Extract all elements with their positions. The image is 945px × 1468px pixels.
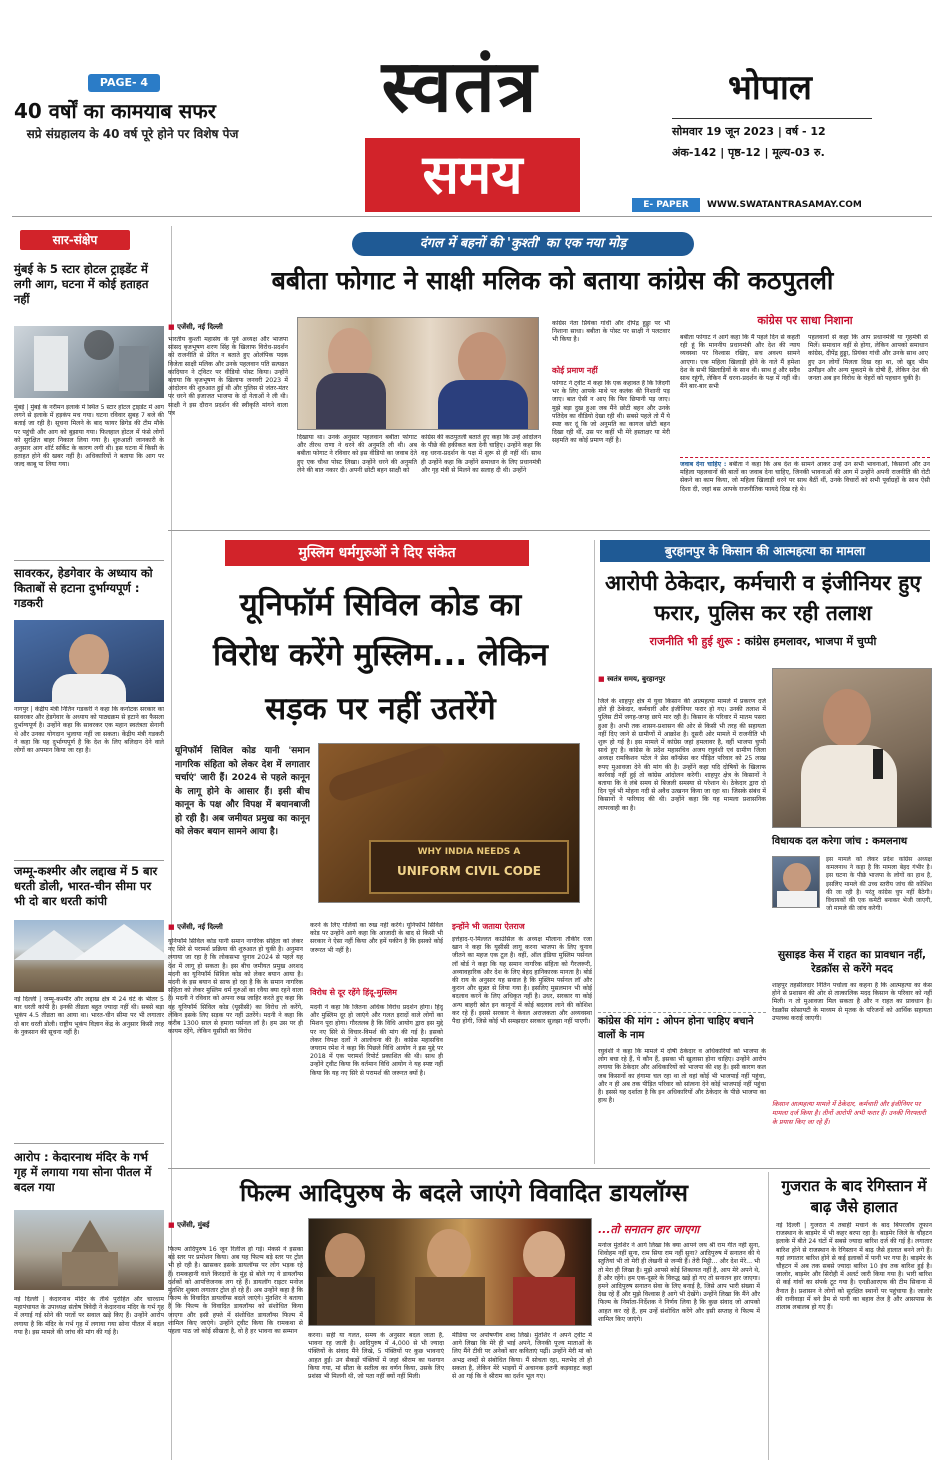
story-subheading: कांग्रेस की मांग : ओपन होना चाहिए बचाने वालों के नाम [598, 1012, 766, 1043]
sidebox-title: कांग्रेस पर साधा निशाना [757, 314, 853, 327]
story-column: मीडिया पर अपोषणीय शब्द लिखे। मुंतशिर ने अपने ट्वीट में आगे लिखा कि मेरे ही भाई अपने, जिनकी पूज्य माताओं के लिए मैंने टीवी पर अनेकों बार कविताएं पढ़ीं। उन्होंने मेरी मां को अभद्र शब्दों से संबोधित किया। मैं सोचता रहा, मतभेद तो हो सकता है, लेकिन मेरे भाइयों में अचानक इतनी कड़वाहट कहां से आ गई कि वे श्रीराम का दर्शन भूल गए। [452, 1332, 592, 1381]
adipurush-poster [308, 1218, 592, 1326]
masthead-logo [270, 38, 650, 208]
sidebar-divider [14, 560, 164, 561]
column-rule [768, 1172, 769, 1460]
story-divider [168, 1168, 930, 1169]
story-subline [596, 634, 930, 650]
logo-title-top: स्वतंत्र [381, 44, 539, 128]
story-divider [168, 530, 930, 531]
reply-label: जवाब देना चाहिए : [680, 461, 727, 468]
sidebar-header: सार-संक्षेप [20, 230, 130, 250]
story-headline: फिल्म आदिपुरुष के बदले जाएंगे विवादित डायलॉग्स [240, 1179, 688, 1207]
column-rule [594, 540, 595, 1164]
sidebar-item-title: आरोप : केदारनाथ मंदिर के गर्भ गृह में लगाया गया सोना पीतल में बदल गया [14, 1150, 152, 1194]
story-column: मनोज मुंतशिर ने आगे लिखा कि क्या आपने जय श्री राम गीत नहीं सुना, शिवोहम नहीं सुना, राम सिया राम नहीं सुना? आदिपुरुष में सनातन की ये स्तुतियां भी तो मेरी ही लेखनी से जन्मी हैं। तेरी मिट्टी... और देश मेरे... भी तो मेरा ही लिखा है। मुझे आपसे कोई शिकायत नहीं है, आप मेरे अपने थे, हैं और रहेंगे। हम एक-दूसरे के विरुद्ध खड़े हो गए तो सनातन हार जाएगा। हमने आदिपुरुष सनातन सेवा के लिए बनाई है, जिसे आप भारी संख्या में देख रहे हैं और मुझे विश्वास है आगे भी देखेंगे। उन्होंने लिखा कि मैंने और फिल्म के निर्माता-निर्देशक ने निर्णय लिया है कि कुछ संवाद जो आपको आहत कर रहे हैं, हम उन्हें संशोधित करेंगे और इसी सप्ताह वे फिल्म में शामिल किए जाएंगे। [598, 1242, 760, 1323]
story-kicker: बुरहानपुर के किसान की आत्महत्या का मामला [600, 540, 930, 562]
logo-title-bottom: समय [422, 143, 523, 206]
story-dateline: ■ स्वतंत्र समय, बुरहानपुर [598, 675, 666, 683]
story-column: फोगाट ने ट्वीट में कहा कि एक कहावत है कि जिंदगी भर के लिए आपके माथे पर कलंक की निशानी पड़ जाए। बात ऐसी न आए कि फिर छिपानी पड़ जाए। मुझे बड़ा दुख हुआ जब मैंने छोटी बहन और उनके पतिदेव का वीडियो देखा रही थी। सबसे पहले तो मैं ये स्पष्ट कर दूं कि जो अनुमति का कागज छोटी बहन दिखा रही थीं, उस पर कहीं भी मेरे हस्ताक्षर या मेरी सहमति का कोई प्रमाण नहीं है। [552, 380, 670, 445]
reply-box [680, 457, 930, 515]
sidebox [680, 312, 930, 452]
sidebox-column: बबीता फोगाट ने आगे कहा कि मैं पहले दिन से कहती रही हूं कि माननीय प्रधानमंत्री और देश की न्याय व्यवस्था पर विश्वास रखिए, सच अवश्य सामने आएगा। एक महिला खिलाड़ी होने के नाते मैं हमेशा देश के सभी खिलाड़ियों के साथ थी। साथ हूं और सदैव साथ रहूंगी, लेकिन मैं धरना-प्रदर्शन के पक्ष में नहीं थी। मैंने बार-बार सभी [680, 334, 800, 391]
story-column: कांग्रेस की कठपुतली बताते हुए कहा कि उन्हें आंदोलन के पीछे की हकीकत बता देनी चाहिए। उन्होंने कहा कि वह धरना-प्रदर्शन के पक्ष में शुरू से ही नहीं थीं। साथ ही उन्होंने कहा कि उन्होंने समाधान के लिए प्रधानमंत्री और गृह मंत्री से मिलने का सलाह दी थी। उन्होंने [421, 434, 541, 474]
mountain-village-photo [14, 920, 164, 992]
promo-subtitle: सप्रे संग्रहालय के 40 वर्ष पूरे होने पर विशेष पेज [26, 127, 239, 141]
sidebar-item-title: सावरकर, हेडगेवार के अध्याय को किताबों से हटाना दुर्भाग्यपूर्ण : गडकरी [14, 566, 153, 610]
sidebar-item-title: मुंबई के 5 स्टार होटल ट्राइडेंट में लगी आग, घटना में कोई हताहत नहीं [14, 262, 149, 306]
sidebox-column: पहलवानों से कहा कि आप प्रधानमंत्री या गृहमंत्री से मिलें। समाधान वहीं से होगा, लेकिन आपको समाधान कांग्रेस, दीपेंद्र हुड्डा, प्रियंका गांधी और उनके साथ आए हुए उन लोगों मिलता दिख रहा था, जो खुद भीम उत्पीड़न और अन्य मुकदमे के दोषी हैं, लेकिन देश की जनता अब इन विरोध के चेहरों को पहचान चुकी है। [808, 334, 928, 383]
story-column: मदनी ने कहा कि जितना अधिक विरोध प्रदर्शन होगा। हिंदू और मुस्लिम दूर हो जाएंगे और गलत इरादों वाले लोगों का मिशन पूरा होगा। गौरतलब है कि विधि आयोग द्वारा इस मुद्दे पर नए सिरे से विचार-विमर्श की मांग की गई है। इसको लेकर विपक्ष दलों ने आलोचना की है। कांग्रेस महासचिव जयराम रमेश ने कहा कि पिछले विधि आयोग ने इस मुद्दे पर 2018 में एक परामर्श रिपोर्ट प्रकाशित की थी। साथ ही उन्होंने ट्वीट किया कि वर्तमान विधि आयोग ने यह स्पष्ट नहीं किया कि यह नए सिरे से परामर्श की जरूरत क्यों है। [310, 1004, 443, 1077]
sidebar-divider [14, 1143, 164, 1144]
page-number-badge: PAGE- 4 [88, 74, 160, 92]
subline-label: राजनीति भी हुई शुरू : [649, 635, 741, 648]
hotel-fire-photo [14, 326, 164, 398]
story-kicker: मुस्लिम धर्मगुरुओं ने दिए संकेत [225, 540, 529, 566]
story-subheading: कोई प्रमाण नहीं [552, 366, 598, 375]
epaper-label: E- PAPER [632, 198, 700, 212]
date-line: सोमवार 19 जून 2023 | वर्ष - 12 [672, 125, 826, 138]
promo-headline: 40 वर्षों का कामयाब सफर [14, 99, 216, 123]
story-headline: बबीता फोगाट ने साक्षी मलिक को बताया कांग्रेस की कठपुतली [271, 266, 834, 295]
story-dateline: ■ एजेंसी, मुंबई [168, 1221, 210, 1229]
book-title-line: WHY INDIA NEEDS A [417, 847, 521, 857]
story-kicker: दंगल में बहनों की 'कुश्ती' का एक नया मोड़ [352, 232, 694, 256]
story-headline-line: यूनिफॉर्म सिविल कोड का [239, 587, 522, 623]
story-column: नई दिल्ली | गुजरात में तबाही मचाने के बाद बिपरजॉय तूफान राजस्थान के बाड़मेर में भी कहर बरपा रहा है। बाड़मेर जिले के चौहटन इलाके में बीते 24 घंटों में सबसे ज्यादा बारिश दर्ज की गई है। लगातार बारिश होने से राजस्थान के रेगिस्तान में बाढ़ जैसे हालात बनने लगे हैं। यहां लगातार बारिश होने से कई इलाकों में पानी भर गया है। बाड़मेर के चौहटन में अब तक सबसे ज्यादा बारिश 10 इंच तक बारिश हुई है। जालोर, बाड़मेर और सिरोही में अलर्ट जारी किया गया है। भारी बारिश से कई गांवों का संपर्क टूट गया है। एनडीआरएफ की टीम सिवाना में तैनात है। प्रशासन ने लोगों को सुरक्षित स्थानों पर पहुंचाया है। जालोर की रानीवाड़ा में बने डैम से पानी का बहाव तेज है और आसपास के तालाब लबालब हो गए हैं। [776, 1222, 932, 1312]
story-column: दिखाया था। उनके अनुसार पहलवान बबीता फोगाट और तीरथ राणा ने धरने की अनुमति ली थी। अब बबीता फोगाट ने रविवार को इस वीडियो का जवाब देते हुए एक चौथा पोस्ट लिखा। उन्होंने धरने की अनुमति लेने की बात नकार दी। अपनी छोटी बहन साक्षी को [297, 434, 417, 474]
sidebar-divider [14, 860, 164, 861]
sidebox-headline: सुसाइड केस में राहत का प्रावधान नहीं, रेडक्रॉस से करेंगे मदद [777, 949, 927, 975]
masthead-rule [12, 216, 932, 217]
story-headline-line: विरोध करेंगे मुस्लिम... लेकिन [213, 637, 548, 673]
website-link[interactable]: WWW.SWATANTRASAMAY.COM [707, 200, 862, 210]
story-subheading: इन्होंने भी जताया ऐतराज [452, 922, 525, 931]
story-column: भारतीय कुश्ती महासंघ के पूर्व अध्यक्ष और भाजपा सांसद बृजभूषण शरण सिंह के खिलाफ विरोध-प्रदर्शन को राजनीति से प्रेरित न बताते हुए ओलंपिक पदक विजेता साक्षी मलिक और उनके पहलवान पति सत्यव्रत कादियान ने ट्विटर पर वीडियो पोस्ट किया। उन्होंने बताया कि बृजभूषण के खिलाफ जनवरी 2023 में आंदोलन की शुरुआत हुई थी और पुलिस से जंतर-मंतर पर धरने की इजाजत भाजपा के दो नेताओं ने ली थी। साक्षी ने इस दौरान प्रदर्शन की स्वीकृति मांगने वाला पत्र [168, 336, 288, 417]
ucc-book-gavel-photo [318, 743, 580, 903]
story-subheading: विरोध से दूर रहेंगे हिंदू-मुस्लिम [310, 988, 397, 997]
photo-caption: विधायक दल करेगा जांच : कमलनाथ [772, 836, 908, 847]
sidebar [12, 226, 172, 1460]
story-column: फिल्म आदिपुरुष 16 जून रिलीज हो गई। मेकर्स ने इसका बड़े स्तर पर प्रमोशन किया। अब यह फिल्म बड़े स्तर पर ट्रोल भी हो रही है। खासकर इसके डायलॉग्स पर लोग भड़क रहे हैं। रामकहानी वाले किरदारों के मुंह से बोले गए ये डायलॉग्स दर्शकों को आपत्तिजनक लग रहे हैं। डायलॉग राइटर मनोज मुंतशिर शुक्ला लगातार ट्रोल हो रहे हैं। अब उन्होंने कहा है कि फिल्म के विवादित डायलॉग्स बदले जाएंगे। मुंतशिर ने बताया है कि फिल्म के विवादित डायलॉग्स को संशोधित किया जाएगा और इसी हफ्ते में संशोधित डायलॉग्स फिल्म में शामिल किए जाएंगे। उन्होंने ट्वीट किया कि रामकथा से पहला पाठ जो कोई सीखता है, वो है हर भावना का सम्मान [168, 1246, 303, 1336]
sidebar-item-body: नई दिल्ली | जम्मू-कश्मीर और लद्दाख क्षेत्र में 24 घंटे के भीतर 5 बार धरती कांपी है। इनकी तीव्रता बहुत ज्यादा नहीं थी। सबसे बड़ा भूकंप 4.5 तीव्रता का आया था। भारत-चीन सीमा पर भी लगातार दो बार धरती डोली। राष्ट्रीय भूकंप विज्ञान केंद्र के अनुसार किसी तरह के नुकसान की सूचना नहीं है। [14, 996, 164, 1036]
story-column: इत्तेहाद-ए-मिल्लत काउंसिल के अध्यक्ष मौलाना तौकीर रजा खान ने कहा कि यूसीसी लागू करना भाजपा के लिए चुनाव जीतने का महज एक टूल है। वहीं, ऑल इंडिया मुस्लिम पर्सनल लॉ बोर्ड ने कहा कि यह समान नागरिक संहिता को गैरजरूरी, अव्यावहारिक और देश के लिए बेहद हानिकारक मानता है। बोर्ड की राय के अनुसार यह सवाल है कि मुस्लिम पर्सनल लॉ और कुरान और सुन्नत से लिया गया है। इसलिए मुसलमान भी कोई बदलाव करने के लिए अधिकृत नहीं है। उधर, सरकार या कोई अन्य बाहरी स्रोत इन कानूनों में कोई बदलाव लाने की कोशिश कर रहे हैं। इससे सरकार ने केवल अराजकता और अव्यवस्था पैदा होगी, जिसे कोई भी समझदार सरकार सुलझा नहीं पाएगी। [452, 936, 592, 1026]
story-headline: गुजरात के बाद रेगिस्तान में बाढ़ जैसे हालात [781, 1177, 927, 1216]
gadkari-photo [14, 620, 164, 702]
sidebar-item-body: नागपुर | केंद्रीय मंत्री नितिन गडकरी ने कहा कि कर्नाटक सरकार का सावरकर और हेडगेवार के अध्याय को पाठ्यक्रम से हटाने का फैसला दुर्भाग्यपूर्ण है। उन्होंने कहा कि सावरकर एक महान स्वतंत्रता सेनानी थे और उनका योगदान भुलाया नहीं जा सकता। केंद्रीय मंत्री गडकरी ने कहा कि यह दुर्भाग्यपूर्ण है कि देश के लिए बलिदान देने वाले लोगों का अपमान किया जा रहा है। [14, 706, 164, 755]
story-column: कांग्रेस नेता प्रियंका गांधी और दीपेंद्र हुड्डा पर भी निशाना साधा। बबीता के पोस्ट पर साक्षी ने पलटवार भी किया है। [552, 320, 670, 344]
sidebar-item-body: मुंबई | मुंबई के नरीमन इलाके में स्थित 5 स्टार होटल ट्राइडेंट में आग लगने से इलाके में हड़कंप मच गया। घटना रविवार सुबह 7 बजे की बताई जा रही है। सूचना मिलने के बाद फायर ब्रिगेड की टीम मौके पर पहुंची और आग को बुझाया गया। फिलहाल होटल में फंसे लोगों को सुरक्षित बाहर निकाल लिया गया है। शुरुआती जानकारी के अनुसार आग शॉर्ट सर्किट के कारण लगी थी। इस घटना में किसी के हताहत होने की खबर नहीं है। अधिकारियों ने बताया कि आग पर जल्द काबू पा लिया गया। [14, 404, 164, 469]
story-column: जिले के शाहपुर क्षेत्र में युवा किसान की आत्महत्या मामले में प्रकरण दर्ज होते ही ठेकेदार, कर्मचारी और इंजीनियर फरार हो गए। उनकी तलाश में पुलिस टीमें जगह-जगह छापे मार रही है। किसान के परिवार में मातम पसरा हुआ है। अभी तक शासन-प्रशासन की ओर से किसी भी तरह की सहायता नहीं दिए जाने से ग्रामीणों में आक्रोश है। दूसरी ओर मामले में राजनीति भी शुरू हो गई है। इस मामले में कांग्रेस जहां हमलावर है, वहीं भाजपा चुप्पी साधे हुए है। कांग्रेस के प्रदेश महासचिव अजय रघुवंशी एवं ग्रामीण जिला अध्यक्ष रामकिशन पटेल ने प्रेस कॉन्फ्रेंस कर पीड़ित परिवार को 25 लाख रुपए मुआवजा देने की मांग की है। उन्होंने कहा यदि दोषियों के खिलाफ कार्रवाई नहीं हुई तो कांग्रेस आंदोलन करेगी। शाहपुर क्षेत्र के किसानों ने बताया कि वे लंबे समय से बिजली समस्या से परेशान थे। ठेकेदार द्वारा दो दिन पूर्व भी मोहना नदी से अवैध उत्खनन किया जा रहा था। जिसके संबंध में किसानों ने फरियाद की थी। उन्होंने कहा कि यह मामला प्रशासनिक लापरवाही का है। [598, 698, 766, 812]
subline-text: कांग्रेस हमलावर, भाजपा में चुप्पी [744, 635, 877, 648]
issue-line: अंक-142 | पृष्ठ-12 | मूल्य-03 रु. [672, 146, 825, 159]
story-column: करना। सही या गलत, समय के अनुसार बदल जाता है, भावना रह जाती है। आदिपुरुष में 4,000 से भी ज्यादा पंक्तियों के संवाद मैंने लिखे, 5 पंक्तियों पर कुछ भावनाएं आहत हुईं। उन सैकड़ों पंक्तियों में जहां श्रीराम का यशगान किया गया, मां सीता के सतीत्व का वर्णन किया, उसके लिए प्रशंसा भी मिलनी थी, जो पता नहीं क्यों नहीं मिली। [308, 1332, 444, 1381]
date-rule-top [672, 118, 872, 119]
story-headline: आरोपी ठेकेदार, कर्मचारी व इंजीनियर हुए फरार, पुलिस कर रही तलाश [604, 571, 922, 625]
story-column: रघुवंशी ने कहा कि मामले में दोषी ठेकेदार व अधिकारियों को भाजपा के लोग बचा रहे हैं, ये कौन हैं, इसका भी खुलासा होना चाहिए। उन्होंने आरोप लगाया कि ठेकेदार और अधिकारियों को भाजपा की शह है। इसी कारण कल जब किसानों का हंगामा चल रहा था तो वहां कोई भी भाजपाई नहीं पहुंचा, और न ही अब तक पीड़ित परिवार को सांत्वना देने कोई भाजपाई नहीं पहुंचा है। इससे यह दर्शाता है कि इन अधिकारियों और ठेकेदार के पीछे भाजपा का हाथ है। [598, 1048, 766, 1105]
reply-body: बबीता ने कहा कि अब देश के सामने आकर उन्हें उन सभी भावनाओं, किसानों और उन महिला पहलवानों की बातों का जवाब देना चाहिए, जिनकी भावनाओं की आग में उन्होंने अपनी राजनीति की रोटी सेकने का काम किया, जो महिला खिलाड़ी धरने पर साथ बैठीं थीं, उनके विचारों को सभी पूर्वाग्रहों के साथ ऐसी दिशा दी, जहां बस आपके राजनीतिक फायदे दिख रहे थे। [680, 461, 930, 493]
story-deck: यूनिफॉर्म सिविल कोड यानी 'समान नागरिक संहिता को लेकर देश में लगातार चर्चाएं' जारी हैं। 2024 से पहले कानून के लागू होने के आसार हैं। इसी बीच कानून के पक्ष और विपक्ष में बयानबाजी हो रही है। अब जमीयत प्रमुख का कानून को लेकर बयान सामने आया है। [175, 746, 310, 837]
kamalnath-text: इस मामले को लेकर प्रदेश कांग्रेस अध्यक्ष कमलनाथ ने कहा है कि मामला बेहद गंभीर है। इस घटना के पीछे भाजपा के लोगों का हाथ है, इसलिए मामले की उच्च स्तरीय जांच की कोशिश की जा रही है। परंतु कांग्रेस चुप नहीं बैठेगी। विधायकों की एक कमेटी बनाकर भेजी जाएगी, जो मामले की जांच करेगी। [826, 856, 932, 913]
story-column: शाहपुर तहसीलदार नितिन पर्चोला का कहना है कि आत्महत्या का केस होने से प्रशासन की ओर से तात्कालिक मदद किसान के परिवार को नहीं मिली। न तो मुआवजा मिल सकता है और न राहत का प्रावधान है। रेडक्रॉस सोसायटी के माध्यम से मृतक के परिजनों को आर्थिक सहायता उपलब्ध कराई जाएगी। [772, 982, 932, 1022]
kedarnath-temple-photo [14, 1210, 164, 1290]
edition-city: भोपाल [728, 68, 812, 108]
story-dateline: ■ एजेंसी, नई दिल्ली [168, 923, 223, 931]
book-title-line: UNIFORM CIVIL CODE [396, 864, 542, 878]
sidebar-item-title: जम्मू-कश्मीर और लद्दाख में 5 बार धरती डोली, भारत-चीन सीमा पर भी दो बार धरती कांपी [14, 864, 158, 908]
pull-quote: ...तो सनातन हार जाएगा [598, 1223, 700, 1236]
story-headline-line: सड़क पर नहीं उतरेंगे [265, 691, 496, 727]
reply-text [680, 461, 930, 515]
wrestlers-photo [297, 317, 539, 430]
mla-speaking-photo [772, 668, 932, 828]
photo-note: किसान आत्महत्या मामले में ठेकेदार, कर्मचारी और इंजीनियर पर मामला दर्ज किया है। तीनों आरोपी अभी फरार हैं। उनकी गिरफ्तारी के प्रयास किए जा रहे हैं। [772, 1100, 926, 1126]
sidebar-item-body: नई दिल्ली | केदारनाथ मंदिर के तीर्थ पुरोहित और चारधाम महापंचायत के उपाध्यक्ष संतोष त्रिवेदी ने केदारनाथ मंदिर के गर्भ गृह में लगाई गई सोने की परतों पर सवाल खड़े किए हैं। उन्होंने आरोप लगाया है कि मंदिर के गर्भ गृह में लगाया गया सोना पीतल में बदल गया है। इस मामले की जांच की मांग की गई है। [14, 1296, 164, 1336]
story-column: करने के लिए गलियों का रुख नहीं करेंगे। यूनिफॉर्म सिविल कोड पर उन्होंने आगे कहा कि आजादी के बाद से किसी भी सरकार ने ऐसा नहीं किया और हमें यकीन है कि इसको कोई जरूरत भी नहीं है। [310, 922, 443, 954]
story-column: यूनिफॉर्म सिविल कोड यानी समान नागरिक संहिता को लेकर नए सिरे से परामर्श प्रक्रिया की शुरुआत हो चुकी है। अनुमान लगाया जा रहा है कि लोकसभा चुनाव 2024 से पहले यह देश में लागू हो सकता है। इस बीच जमीयत प्रमुख अरशद मदनी का यूनिफॉर्म सिविल कोड को लेकर बयान आया है। मदनी के इस बयान से साफ हो रहा है कि के समान नागरिक संहिता को लेकर मुस्लिम धर्म गुरुओं का रवैया क्या रहने वाला है। मदनी ने रविवार को अपना रुख जाहिर करते हुए कहा कि वह यूनिफॉर्म सिविल कोड (यूसीसी) का विरोध तो करेंगे, लेकिन इसके लिए सड़क पर नहीं उतरेंगे। मदनी ने कहा कि करीब 1300 साल से हमारा पर्सनल लॉ है। हम उस पर ही कायम रहेंगे, लेकिन यूसीसी का विरोध [168, 938, 303, 1036]
story-dateline: ■ एजेंसी, नई दिल्ली [168, 323, 223, 331]
